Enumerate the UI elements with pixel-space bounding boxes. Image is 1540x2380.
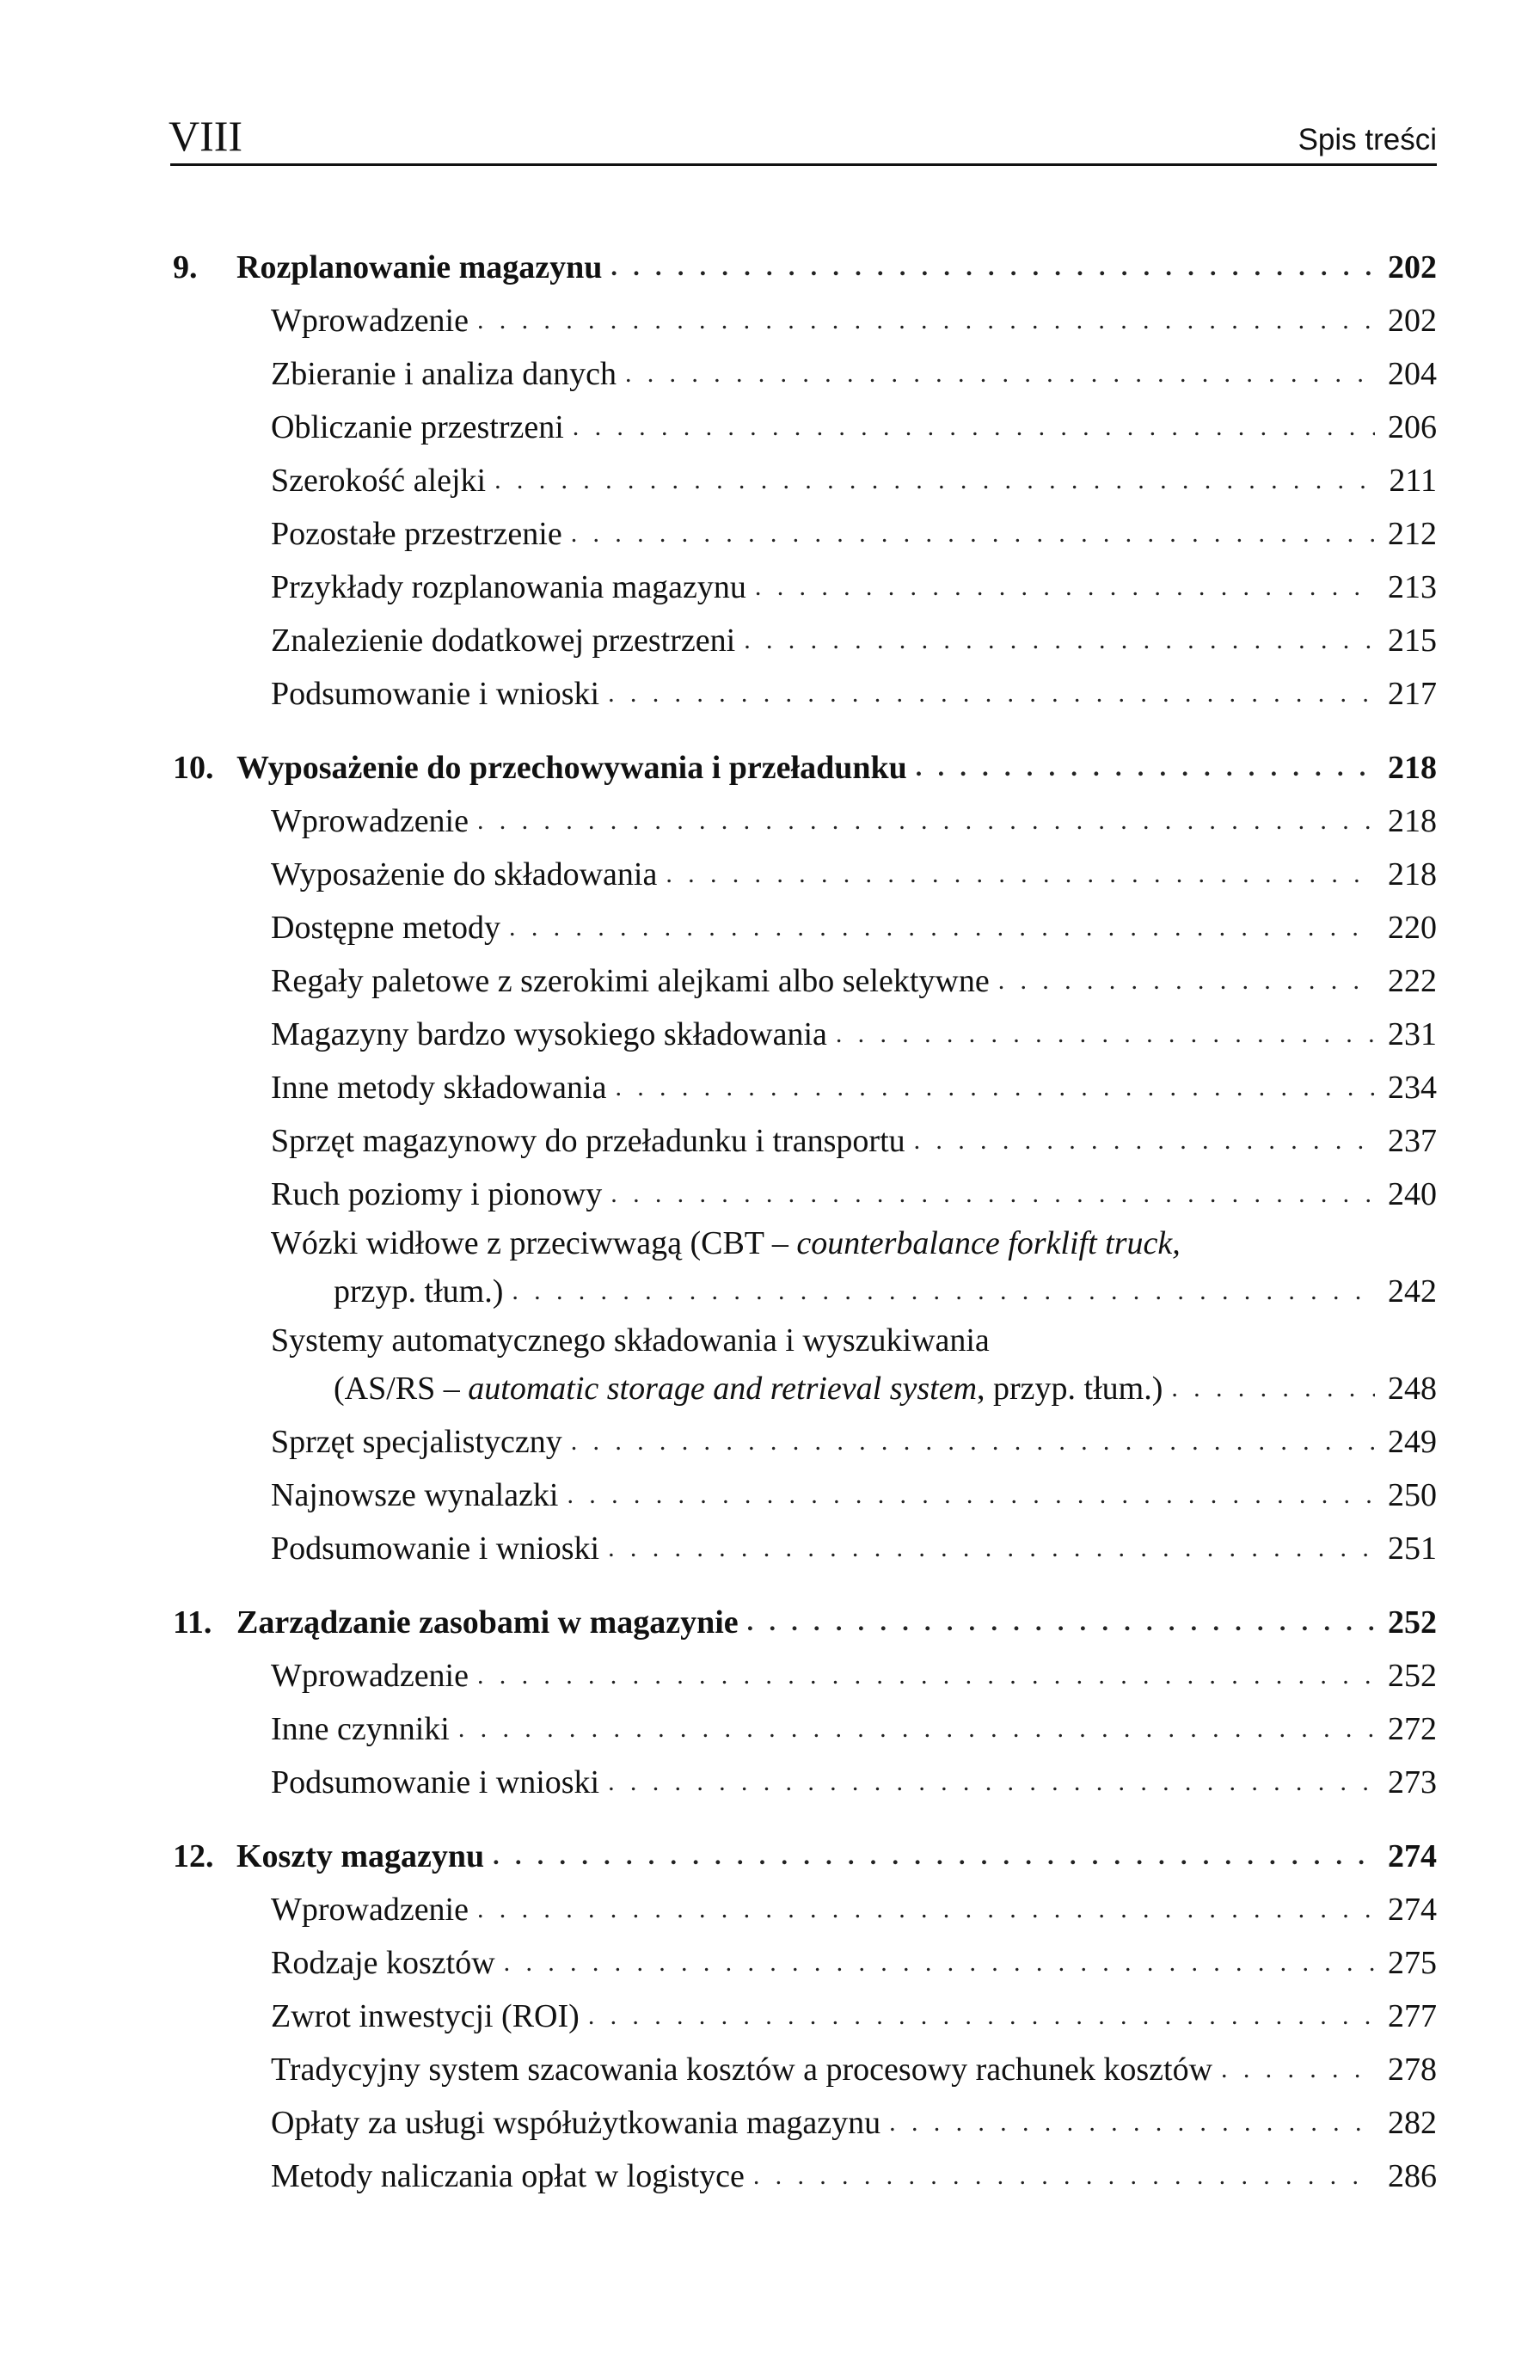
toc-entry (173, 794, 1437, 848)
dot-leader (836, 1020, 1375, 1049)
title-segment: Wózki widłowe z przeciwwagą (CBT – (271, 1224, 797, 1261)
toc-entry (173, 614, 1437, 667)
chapter-number: 9. (173, 249, 198, 285)
toc-entry (173, 2096, 1437, 2150)
dot-leader (588, 2002, 1375, 2031)
toc-entry (173, 901, 1437, 954)
toc-chapter (173, 741, 1437, 1575)
toc-entry-title: Sprzęt magazynowy do przeładunku i transportu (271, 1123, 905, 1159)
toc-entry-title (334, 1370, 1163, 1408)
toc-entry-title: Wyposażenie do składowania (271, 856, 658, 892)
dot-leader (755, 573, 1375, 602)
toc-entry (173, 401, 1437, 454)
dot-leader (493, 1842, 1375, 1871)
toc-entry (173, 2150, 1437, 2203)
chapter-title: Zarządzanie zasobami w magazynie (236, 1604, 739, 1641)
toc-entry-title: Podsumowanie i wnioski (271, 676, 600, 712)
entry-page-number: 215 (1388, 623, 1437, 659)
dot-leader (573, 413, 1375, 442)
dot-leader (504, 1948, 1375, 1978)
dot-leader (625, 359, 1375, 389)
chapter-page-number: 218 (1388, 750, 1437, 786)
entry-page-number: 222 (1388, 963, 1437, 999)
toc-entry (173, 454, 1437, 507)
entry-page-number: 278 (1388, 2052, 1437, 2088)
toc-chapter-heading (173, 741, 1437, 794)
toc-entry (173, 954, 1437, 1008)
entry-page-number: 286 (1388, 2158, 1437, 2194)
toc-entry (173, 1469, 1437, 1522)
toc-entry (173, 1649, 1437, 1702)
toc-entry-title: Ruch poziomy i pionowy (271, 1176, 603, 1212)
entry-page-number: 217 (1388, 676, 1437, 712)
toc-entry-title: Wprowadzenie (271, 803, 469, 839)
dot-leader (477, 807, 1375, 836)
dot-leader (477, 306, 1375, 335)
toc-chapter-heading (173, 1596, 1437, 1649)
page-number: VIII (169, 112, 243, 160)
toc-entry-title: Najnowsze wynalazki (271, 1477, 559, 1513)
chapter-number: 10. (173, 750, 214, 786)
toc-chapter (173, 1596, 1437, 1809)
toc-entry-title: Inne metody składowania (271, 1070, 607, 1106)
entry-page-number: 213 (1388, 569, 1437, 605)
toc-entry-title (271, 1322, 990, 1359)
entry-page-number: 206 (1388, 409, 1437, 445)
toc-entry-title: Obliczanie przestrzeni (271, 409, 564, 445)
dot-leader (509, 913, 1375, 942)
entry-page-number: 275 (1388, 1945, 1437, 1981)
dot-leader (571, 1427, 1375, 1457)
dot-leader (998, 966, 1375, 996)
entry-page-number: 251 (1388, 1530, 1437, 1567)
entry-page-number: 202 (1388, 303, 1437, 339)
entry-page-number: 252 (1388, 1658, 1437, 1694)
toc-entry (173, 1168, 1437, 1221)
dot-leader (458, 1714, 1375, 1744)
toc-chapter-heading (173, 1830, 1437, 1883)
toc-entry-line (173, 1265, 1437, 1318)
entry-page-number: 248 (1388, 1371, 1437, 1407)
toc-entry-title: Znalezienie dodatkowej przestrzeni (271, 623, 736, 659)
chapter-title: Rozplanowanie magazynu (236, 249, 603, 285)
toc-entry-title: Szerokość alejki (271, 463, 487, 499)
title-segment: (AS/RS – (334, 1371, 469, 1407)
entry-page-number: 273 (1388, 1764, 1437, 1800)
entry-page-number: 277 (1388, 1998, 1437, 2034)
toc-entry-line (173, 1318, 1437, 1362)
toc-entry (173, 1756, 1437, 1809)
toc-entry-title: Regały paletowe z szerokimi alejkami albo selektywne (271, 963, 990, 999)
toc-entry-title: Wprowadzenie (271, 1658, 469, 1694)
toc-chapter (173, 241, 1437, 721)
entry-page-number: 237 (1388, 1123, 1437, 1159)
entry-page-number: 249 (1388, 1424, 1437, 1460)
toc-chapter (173, 1830, 1437, 2203)
entry-page-number: 218 (1388, 856, 1437, 892)
toc-entry (173, 1702, 1437, 1756)
header-rule (170, 163, 1437, 166)
toc-entry (173, 1883, 1437, 1936)
toc-entry-title: Wprowadzenie (271, 303, 469, 339)
table-of-contents (173, 241, 1437, 2203)
toc-entry-line (173, 1362, 1437, 1415)
toc-entry-title (334, 1273, 503, 1310)
title-segment: przyp. tłum.) (334, 1273, 504, 1310)
toc-entry (173, 667, 1437, 721)
dot-leader (608, 679, 1375, 708)
dot-leader (571, 519, 1375, 549)
dot-leader (666, 860, 1375, 889)
toc-entry-title: Wprowadzenie (271, 1892, 469, 1928)
toc-entry (173, 1008, 1437, 1061)
entry-page-number: 231 (1388, 1016, 1437, 1052)
dot-leader (610, 1180, 1375, 1209)
toc-entry (173, 1990, 1437, 2043)
title-segment: , przyp. tłum.) (977, 1371, 1163, 1407)
toc-entry (173, 1522, 1437, 1575)
dot-leader (477, 1895, 1375, 1924)
toc-entry-title: Magazyny bardzo wysokiego składowania (271, 1016, 827, 1052)
dot-leader (512, 1277, 1375, 1306)
toc-entry-title: Przykłady rozplanowania magazynu (271, 569, 746, 605)
entry-page-number: 204 (1388, 356, 1437, 392)
toc-entry (173, 1114, 1437, 1168)
toc-entry-title: Opłaty za usługi współużytkowania magazynu (271, 2105, 881, 2141)
chapter-page-number: 252 (1388, 1604, 1437, 1641)
toc-entry (173, 1061, 1437, 1114)
dot-leader (568, 1481, 1376, 1510)
chapter-title: Wyposażenie do przechowywania i przeładunku (236, 750, 907, 786)
toc-entry (173, 1936, 1437, 1990)
toc-entry (173, 848, 1437, 901)
dot-leader (615, 1073, 1375, 1102)
running-header-title: Spis treści (1298, 123, 1437, 156)
dot-leader (608, 1534, 1375, 1563)
chapter-page-number: 274 (1388, 1838, 1437, 1874)
dot-leader (610, 253, 1375, 282)
toc-entry-title: Podsumowanie i wnioski (271, 1530, 600, 1567)
dot-leader (753, 2162, 1375, 2191)
toc-entry (173, 1415, 1437, 1469)
dot-leader (1171, 1374, 1375, 1403)
toc-chapter-heading (173, 241, 1437, 294)
toc-entry-title (271, 1224, 1181, 1262)
entry-page-number: 211 (1389, 463, 1437, 499)
entry-page-number: 220 (1388, 910, 1437, 946)
entry-page-number: 242 (1388, 1273, 1437, 1310)
dot-leader (914, 1126, 1375, 1156)
chapter-title: Koszty magazynu (236, 1838, 485, 1874)
toc-entry (173, 347, 1437, 401)
dot-leader (494, 466, 1375, 495)
toc-entry-title: Pozostałe przestrzenie (271, 516, 562, 552)
dot-leader (608, 1768, 1375, 1797)
toc-entry (173, 294, 1437, 347)
dot-leader (477, 1661, 1375, 1690)
toc-entry-title: Dostępne metody (271, 910, 501, 946)
entry-page-number: 218 (1388, 803, 1437, 839)
entry-page-number: 234 (1388, 1070, 1437, 1106)
toc-entry-title: Tradycyjny system szacowania kosztów a procesowy rachunek kosztów (271, 2052, 1213, 2088)
toc-entry-title: Zbieranie i analiza danych (271, 356, 617, 392)
entry-page-number: 240 (1388, 1176, 1437, 1212)
dot-leader (1221, 2055, 1375, 2084)
entry-page-number: 274 (1388, 1892, 1437, 1928)
chapter-page-number: 202 (1388, 249, 1437, 285)
title-segment: Systemy automatycznego składowania i wyszukiwania (271, 1322, 990, 1359)
toc-entry-line (173, 1221, 1437, 1265)
entry-page-number: 250 (1388, 1477, 1437, 1513)
toc-entry (173, 2043, 1437, 2096)
entry-page-number: 212 (1388, 516, 1437, 552)
dot-leader (916, 753, 1375, 782)
toc-entry-title: Metody naliczania opłat w logistyce (271, 2158, 745, 2194)
entry-page-number: 272 (1388, 1711, 1437, 1747)
toc-entry-title: Podsumowanie i wnioski (271, 1764, 600, 1800)
toc-entry-title: Sprzęt specjalistyczny (271, 1424, 562, 1460)
toc-entry-title: Inne czynniki (271, 1711, 450, 1747)
toc-entry-title: Zwrot inwestycji (ROI) (271, 1998, 580, 2034)
toc-entry (173, 507, 1437, 561)
title-segment: counterbalance forklift truck, (796, 1224, 1181, 1261)
toc-entry (173, 561, 1437, 614)
toc-entry-title: Rodzaje kosztów (271, 1945, 495, 1981)
chapter-number: 12. (173, 1838, 214, 1874)
dot-leader (747, 1608, 1375, 1637)
dot-leader (889, 2108, 1375, 2138)
chapter-number: 11. (173, 1604, 212, 1641)
title-segment: automatic storage and retrieval system (468, 1371, 978, 1407)
dot-leader (744, 626, 1375, 655)
entry-page-number: 282 (1388, 2105, 1437, 2141)
